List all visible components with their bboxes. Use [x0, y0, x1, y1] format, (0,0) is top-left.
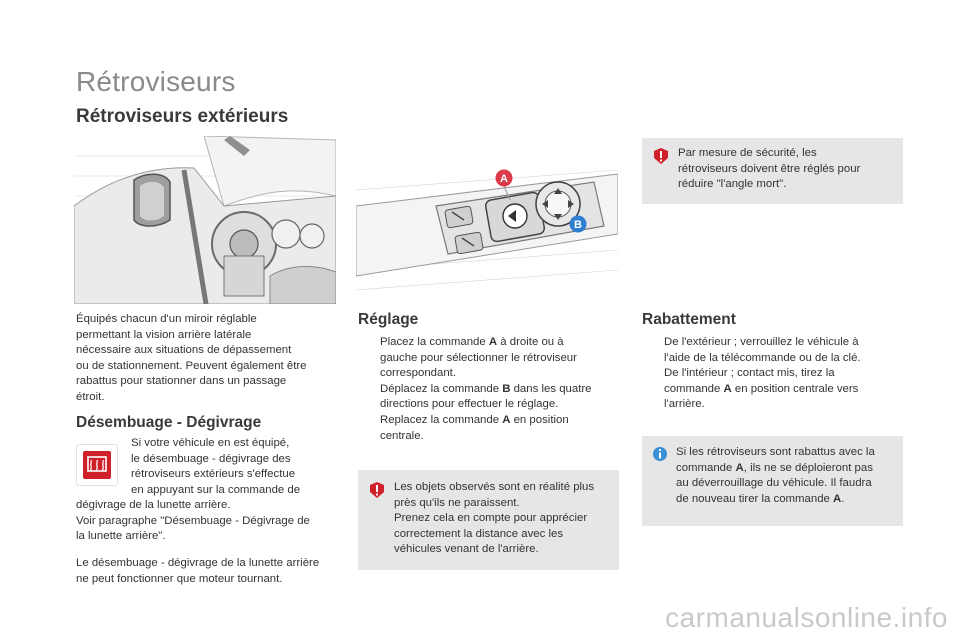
reglage-steps	[358, 335, 618, 444]
defog-title: Désembuage - Dégivrage	[76, 414, 262, 431]
list-item: De l'extérieur ; verrouillez le véhicule à l'aide de la télécommande ou de la clé.	[664, 336, 861, 364]
warning-icon	[654, 148, 668, 164]
watermark: carmanualsonline.info	[665, 602, 948, 633]
defog-note: Le désembuage - dégivrage de la lunette arrière ne peut fonctionner que moteur tournant.	[76, 557, 320, 585]
page-title: Rétroviseurs	[76, 66, 236, 97]
label-b: B	[574, 219, 582, 231]
label-a: A	[500, 173, 508, 185]
mirror-control-illustration	[356, 150, 618, 300]
fold-info-note: Si les rétroviseurs sont rabattus avec la commande A, ils ne se déploieront pas au déverrouillage du véhicule. Il faudra de nouveau tirer la commande A.	[642, 436, 903, 526]
rabattement-steps	[642, 335, 904, 413]
rabattement-title: Rabattement	[642, 311, 736, 328]
list-item: Placez la commande A à droite ou à gauche pour sélectionner le rétroviseur correspondant.	[380, 336, 577, 380]
safety-warning: Par mesure de sécurité, les rétroviseurs doivent être réglés pour réduire "l'angle mort".	[642, 138, 903, 204]
defog-text: Si votre véhicule en est équipé, le désembuage - dégivrage des rétroviseurs extérieurs s'effectue en appuyant sur la commande de	[131, 437, 301, 496]
intro-text: Équipés chacun d'un miroir réglable permettant la vision arrière latérale nécessaire aux situations de dépassement ou de stationnement. Peuvent également être rabattus pour stationner dans un passage étroit.	[76, 313, 307, 403]
warning-icon	[370, 482, 384, 498]
mirror-distance-warning: Les objets observés sont en réalité plus près qu'ils ne paraissent. Prenez cela en compte pour apprécier correctement la distance avec les véhicules venant de l'arrière.	[358, 470, 619, 570]
reglage-title: Réglage	[358, 311, 419, 328]
list-item: Replacez la commande A en position centrale.	[380, 413, 569, 442]
section-title: Rétroviseurs extérieurs	[76, 106, 289, 127]
rear-defrost-button	[76, 444, 118, 486]
list-item: De l'intérieur ; contact mis, tirez la commande A en position centrale vers l'arrière.	[664, 367, 859, 411]
info-icon	[653, 446, 667, 462]
mirror-dashboard-illustration	[74, 136, 336, 304]
defog-text-full: dégivrage de la lunette arrière. Voir paragraphe "Désembuage - Dégivrage de la lunette arrière".	[76, 499, 310, 543]
rear-defrost-icon	[77, 445, 117, 485]
list-item: Déplacez la commande B dans les quatre directions pour effectuer le réglage.	[380, 382, 592, 411]
